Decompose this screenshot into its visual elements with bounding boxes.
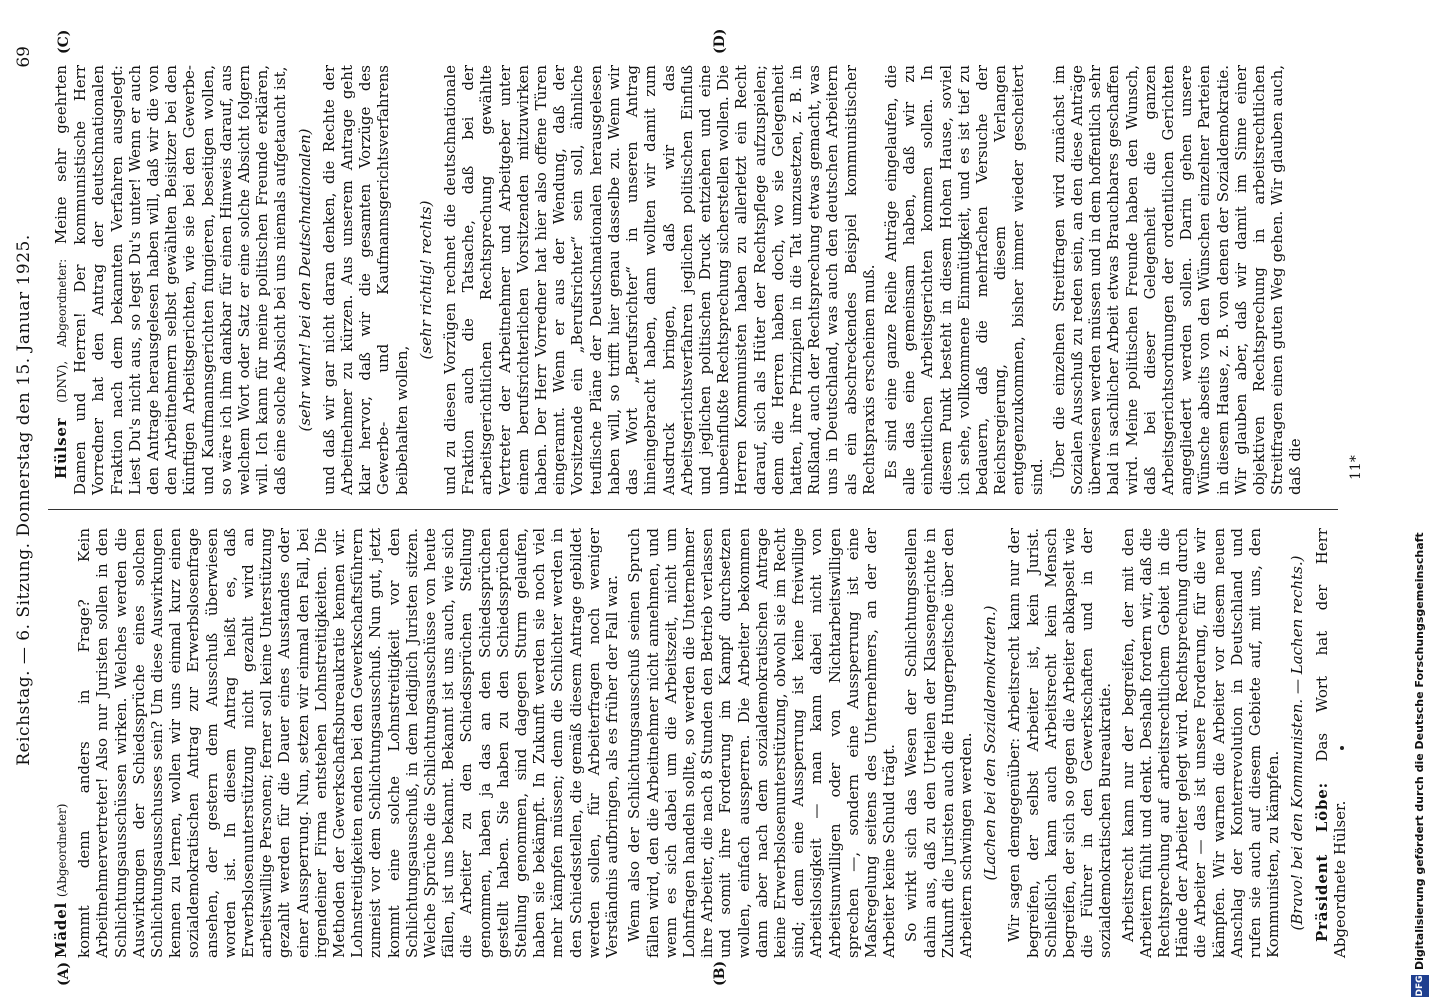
left-column	[52, 528, 1349, 958]
page-number: 69	[14, 46, 34, 68]
speaker-role: (Abgeordneter)	[55, 803, 69, 898]
paragraph: Wir sagen demgegenüber: Arbeitsrecht kann nur der begreifen, der selbst Arbeiter ist, kein Jurist. Schließlich kann auch Arbeitsrecht kein Mensch begreifen, der sich so gegen die Arbeiter abkapselt wie die Führer in den Gewerkschaften und in der sozialdemokratischen Bureaukratie.	[1005, 528, 1115, 958]
interjection: (Lachen bei den Sozialdemokraten.)	[981, 605, 1000, 881]
margin-mark-d: (D)	[712, 28, 728, 54]
paragraph: Über die einzelnen Streitfragen wird zunächst im Sozialen Ausschuß zu reden sein, an den diese Anträge überwiesen werden müssen und in dem hoffentlich sehr bald in sachlicher Arbeit etwas Brauchbares geschaffen wird. Meine politischen Freunde haben den Wunsch, daß bei dieser Gelegenheit die ganzen Arbeitsgerichtsordnungen der ordentlichen Gerichten angegliedert werden sollen. Darin gehen unsere Wünsche abseits von den Wünschen einzelner Parteien in diesem Hause, z. B. von denen der Sozialdemokratie. Wir glauben aber, daß wir damit im Sinne einer objektiven Rechtsprechung in arbeitsrechtlichen Streitfragen einen guten Weg gehen. Wir glauben auch, daß die	[1049, 65, 1305, 495]
column-divider	[48, 509, 1338, 510]
paragraph: So wirkt sich das Wesen der Schlichtungsstellen dahin aus, daß zu den Urteilen der Klassengerichte in Zukunft die Juristen auch die Hungerpeitsche über den Arbeitern schwingen werden.	[902, 528, 975, 958]
speaker-role: (DNV), Abgeordneter:	[55, 258, 69, 403]
margin-mark-c: (C)	[56, 29, 72, 54]
president-line	[1313, 528, 1349, 958]
running-title: Reichstag. — 6. Sitzung. Donnerstag den 15. Januar 1925.	[14, 234, 34, 766]
right-column	[52, 65, 1342, 495]
president-text: Das Wort hat der Herr Abgeordnete Hülser.	[1312, 528, 1349, 958]
speaker-name: Hülser	[52, 417, 70, 479]
speaker-line	[52, 65, 290, 495]
paragraph: und zu diesen Vorzügen rechnet die deutschnationale Fraktion auch die Tatsache, daß bei der arbeitsgerichtlichen Rechtsprechung gewählte Vertreter der Arbeitnehmer und Arbeitgeber unter einem berufsrichterlichen Vorsitzenden mitzuwirken haben. Der Herr Vorredner hat hier also offene Türen eingerannt. Wenn er aus der Wendung, daß der Vorsitzende ein „Berufsrichter“ sein soll, ähnliche teuflische Pläne der Deutschnationalen herausgelesen haben will, so trifft hier genau dasselbe zu. Wenn wir das Wort „Berufsrichter“ in unseren Antrag hineingebracht haben, dann wollten wir damit zum Ausdruck bringen, daß wir das Arbeitsgerichtsverfahren jeglichen politischen Einfluß und jeglichen politischen Druck entziehen und eine unbeeinflußte Rechtsprechung sicherstellen wollen. Die Herren Kommunisten haben zu allerletzt ein Recht darauf, sich als Hüter der Rechtspflege aufzuspielen; denn die Herren haben doch, wo sie Gelegenheit hatten, ihre Prinzipien in die Tat umzusetzen, z. B. in Rußland, auch der Rechtsprechung etwas gemacht, was uns in Deutschland, was auch den deutschen Arbeitern als ein abschreckendes Beispiel kommunistischer Rechtspraxis erscheinen muß.	[441, 65, 878, 495]
speaker-line	[52, 528, 71, 958]
print-dot	[1340, 746, 1344, 750]
page-header	[14, 40, 40, 960]
digitization-footer	[1408, 0, 1434, 1000]
digitization-credit: Digitalisierung gefördert durch die Deutsche Forschungsgemeinschaft	[1413, 532, 1426, 970]
interjection: (Bravo! bei den Kommunisten. — Lachen rechts.)	[1288, 555, 1307, 931]
signature-mark: 11*	[1348, 455, 1364, 480]
paragraph: Es sind eine ganze Reihe Anträge eingelaufen, die alle das eine gemeinsam haben, daß wir zu einheitlichen Arbeitsgerichten kommen sollen. In diesem Punkt besteht in diesem Hohen Hause, soviel ich sehe, vollkommene Einmütigkeit, und es ist tief zu bedauern, daß die mehrfachen Versuche der Reichsregierung, diesem Verlangen entgegenzukommen, bisher immer wieder gescheitert sind.	[881, 65, 1046, 495]
dfg-logo-icon: DFG	[1411, 975, 1429, 997]
paragraph-lead: Meine sehr geehrten Damen und Herren! Der kommunistische Herr Vorredner hat den Antrag der deutschnationalen Fraktion nach dem bekannten Verfahren ausgelegt: Liest Du's nicht aus, so legst Du's unter! Wenn er auch den Antrage herausgelesen haben will, daß wir die von den Arbeitnehmern selbst gewählten Beisitzer bei den künftigen Arbeitsgerichten, wie sie bei den Gewerbe- und Kaufmannsgerichten fungieren, beseitigen wollen, so wäre ich ihm dankbar für einen Hinweis darauf, aus welchem Wort oder Satz er eine solche Absicht folgern will. Ich kann für meine politischen Freunde erklären, daß eine solche Absicht bei uns niemals aufgetaucht ist,	[52, 65, 290, 495]
paragraph: kommt denn anders in Frage? Kein Arbeitnehmervertreter! Also nur Juristen sollen in den Schlichtungsausschüssen wirken. Welches werden die Auswirkungen der Schiedssprüche eines solchen Schlichtungsausschusses sein? Um diese Auswirkungen kennen zu lernen, wollen wir uns einmal kurz einen sozialdemokratischen Antrag zur Erwerbslosenfrage ansehen, der gestern dem Ausschuß überwiesen worden ist. In diesem Antrag heißt es, daß Erwerbslosenunterstützung nicht gezahlt wird an arbeitswillige Personen; ferner soll keine Unterstützung gezahlt werden für die Dauer eines Ausstandes oder einer Aussperrung. Nun, setzen wir einmal den Fall, bei irgendeiner Firma entstehen Lohnstreitigkeiten. Die Methoden der Gewerkschaftsbureaukratie kennen wir. Lohnstreitigkeiten enden bei den Gewerkschaftsführern zumeist vor dem Schlichtungsausschuß. Nun gut, jetzt kommt eine solche Lohnstreitigkeit vor den Schlichtungsausschuß, in dem lediglich Juristen sitzen. Welche Sprüche die Schlichtungsausschüsse von heute fällen, ist uns bekannt. Bekannt ist uns auch, wie sich die Arbeiter zu den Schiedssprüchen Stellung genommen, haben ja das an den Schiedssprüchen gestellt haben. Sie haben zu den Schiedssprüchen Stellung genommen, sind dagegen Sturm gelaufen, haben sie bekämpft. In Zukunft werden sie noch viel mehr kämpfen müssen; denn die Schlichter werden in den Schiedsstellen, die gemäß diesem Antrage gebildet werden sollen, für Arbeiterfragen noch weniger Verständnis aufbringen, als es früher der Fall war.	[75, 528, 622, 958]
interjection: (sehr wahr! bei den Deutschnationalen)	[295, 128, 314, 432]
paragraph: und daß wir gar nicht daran denken, die Rechte der Arbeitnehmer zu kürzen. Aus unserem Antrage geht klar hervor, daß wir die gesamten Vorzüge des Gewerbe- und Kaufmannsgerichtsverfahrens beibehalten wollen,	[319, 65, 411, 495]
paragraph: Wenn also der Schlichtungsausschuß seinen Spruch fällen wird, den die Arbeitnehmer nicht annehmen, und wenn es sich dabei um die Arbeitszeit, nicht um Lohnfragen handeln sollte, so werden die Unternehmer ihre Arbeiter, die nach 8 Stunden den Betrieb verlassen und somit ihre Forderung im Kampf durchsetzen wollen, einfach aussperren. Die Arbeiter bekommen dann aber nach dem sozialdemokratischen Antrage keine Erwerbslosenunterstützung, obwohl sie im Recht sind; denn eine Aussperrung ist keine freiwillige Arbeitslosigkeit — man kann dabei nicht von Arbeitsunwilligen oder von Nichtarbeitswilligen sprechen —, sondern eine Aussperrung ist eine Maßregelung seitens des Unternehmers, an der der Arbeiter keine Schuld trägt.	[625, 528, 899, 958]
interjection: (sehr richtig! rechts)	[416, 200, 435, 360]
speaker-name: Mädel	[52, 901, 70, 958]
margin-mark-a: (A)	[56, 961, 72, 986]
president-name: Präsident Löbe:	[1312, 782, 1331, 942]
margin-mark-b: (B)	[712, 960, 728, 986]
paragraph: Arbeitsrecht kann nur der begreifen, der mit den Arbeitern fühlt und denkt. Deshalb fordern wir, daß die Rechtsprechung auf arbeitsrechtlichem Gebiet in die Hände der Arbeiter gelegt wird. Rechtsprechung durch die Arbeiter — das ist unsere Forderung, für die wir kämpfen. Wir warnen die Arbeiter vor diesem neuen Anschlag der Konterrevolution in Deutschland und rufen sie auch auf diesem Gebiete auf, mit uns, den Kommunisten, zu kämpfen.	[1118, 528, 1283, 958]
